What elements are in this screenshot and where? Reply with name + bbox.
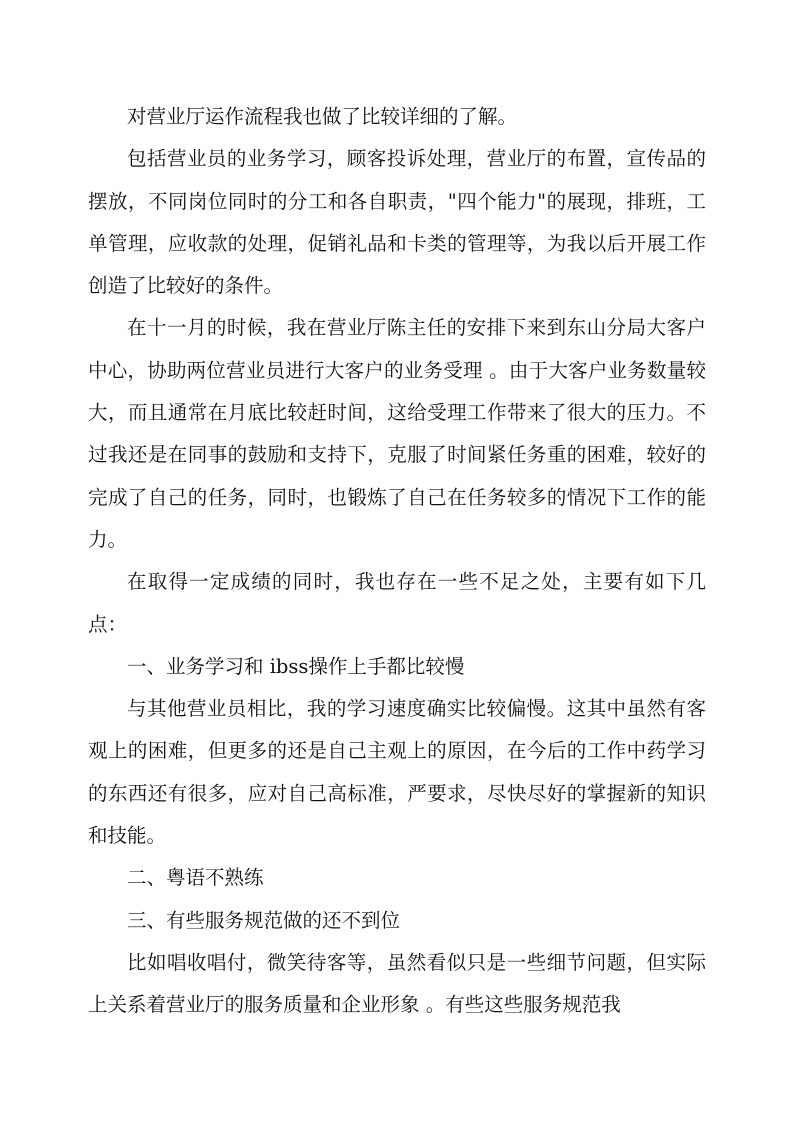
section-heading-2: 二、粤语不熟练	[127, 866, 264, 890]
section-heading-1: 一、业务学习和 ibss操作上手都比较慢	[127, 654, 465, 678]
paragraph-2: 包括营业员的业务学习，顾客投诉处理，营业厅的布置，宣传品的摆放，不同岗位同时的分工和各自职责，"四个能力"的展现，排班，工单管理，应收款的处理，促销礼品和卡类的管理等，为我以后开展工作创造了比较好的条件。	[88, 147, 706, 298]
paragraph-5: 与其他营业员相比，我的学习速度确实比较偏慢。这其中虽然有客观上的困难，但更多的还是自己主观上的原因，在今后的工作中药学习的东西还有很多，应对自己高标准，严要求，尽快尽好的掌握新的知识和技能。	[88, 697, 706, 848]
paragraph-1: 对营业厅运作流程我也做了比较详细的了解。	[127, 105, 518, 128]
document-body	[88, 96, 706, 1027]
paragraph-3: 在十一月的时候，我在营业厅陈主任的安排下来到东山分局大客户中心，协助两位营业员进行大客户的业务受理 。由于大客户业务数量较大，而且通常在月底比较赶时间，这给受理工作带来了很大的压力。不过我还是在同事的鼓励和支持下，克服了时间紧任务重的困难，较好的完成了自己的任务，同时，也锻炼了自己在任务较多的情况下工作的能力。	[88, 316, 706, 551]
section-heading-3: 三、有些服务规范做的还不到位	[127, 908, 401, 932]
paragraph-4: 在取得一定成绩的同时，我也存在一些不足之处，主要有如下几点：	[88, 570, 706, 636]
paragraph-6: 比如唱收唱付，微笑待客等，虽然看似只是一些细节问题，但实际上关系着营业厅的服务质量和企业形象 。有些这些服务规范我	[88, 950, 706, 1017]
